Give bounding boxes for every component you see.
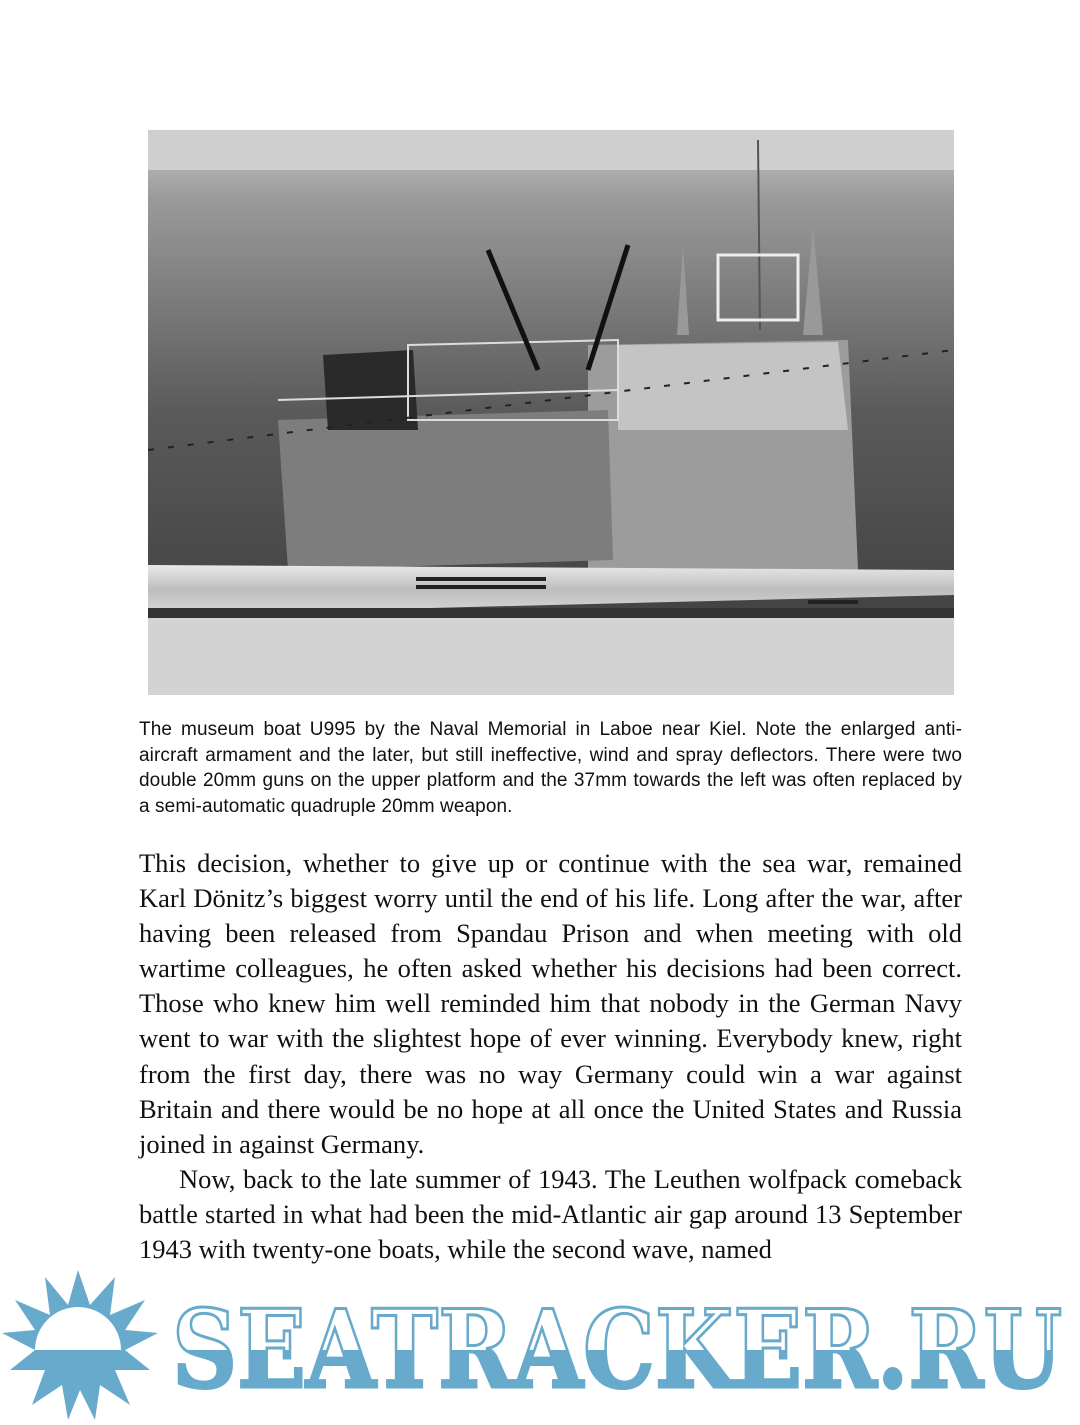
figure-caption: The museum boat U995 by the Naval Memorial in Laboe near Kiel. Note the enlarged anti-aircraft armament and the later, but still ineffective, wind and spray deflectors. There were two double 20mm guns on the upper platform and the 37mm towards the left was often replaced by a semi-automatic quadruple 20mm weapon. (139, 719, 962, 817)
sun-logo-icon (2, 1270, 158, 1420)
body-text (139, 846, 962, 1267)
submarine-photo (148, 130, 954, 695)
paragraph: This decision, whether to give up or continue with the sea war, remained Karl Dönitz’s biggest worry until the end of his life. Long after the war, after having been released from Spandau Prison and when meeting with old wartime colleagues, he often asked whether his decisions had been correct. Those who knew him well reminded him that nobody in the German Navy went to war with the slightest hope of ever winning. Everybody knew, right from the first day, there was no way Germany could win a war against Britain and there would be no hope at all once the United States and Russia joined in against Germany. (139, 848, 962, 1159)
paragraph: Now, back to the late summer of 1943. The Leuthen wolfpack comeback battle started in what had been the mid-Atlantic air gap around 13 September 1943 with twenty-one boats, while the second wave, named (139, 1163, 962, 1265)
seatracker-watermark (0, 1265, 1080, 1425)
watermark-text: SEATRACKER.RU (172, 1287, 1062, 1413)
